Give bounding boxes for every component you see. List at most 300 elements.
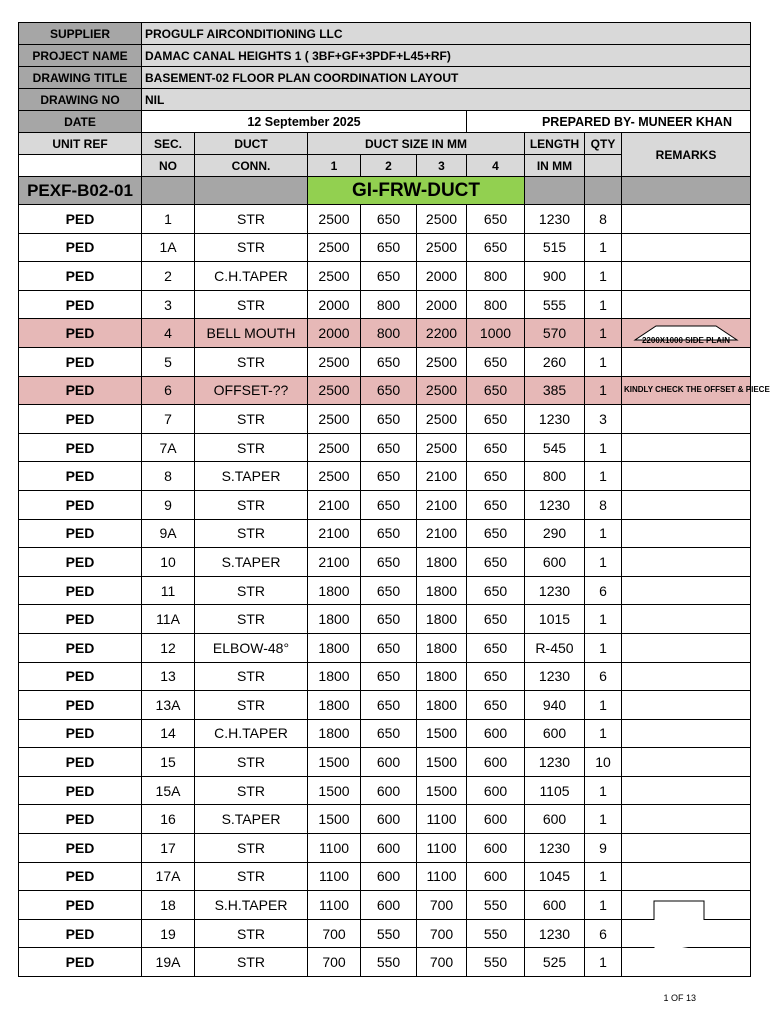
cell-size-2: 600 bbox=[361, 862, 417, 891]
cell-size-3: 2500 bbox=[417, 205, 467, 234]
cell-size-2: 650 bbox=[361, 405, 417, 434]
cell-remarks bbox=[622, 662, 751, 691]
table-row bbox=[19, 519, 751, 548]
cell-size-4: 650 bbox=[467, 376, 525, 405]
section-blank-cell bbox=[525, 177, 585, 205]
cell-size-1: 2500 bbox=[308, 405, 361, 434]
col-qty-blank bbox=[585, 155, 622, 177]
cell-size-1: 1800 bbox=[308, 576, 361, 605]
cell-size-2: 600 bbox=[361, 805, 417, 834]
prepared-by: PREPARED BY- MUNEER KHAN bbox=[467, 111, 751, 133]
cell-size-2: 650 bbox=[361, 347, 417, 376]
cell-sec-no: 10 bbox=[142, 548, 195, 577]
cell-remarks bbox=[622, 633, 751, 662]
cell-sec-no: 16 bbox=[142, 805, 195, 834]
cell-duct-conn: STR bbox=[195, 433, 308, 462]
project-label: PROJECT NAME bbox=[19, 45, 142, 67]
cell-duct-conn: STR bbox=[195, 233, 308, 262]
cell-sec-no: 9 bbox=[142, 490, 195, 519]
cell-sec-no: 11 bbox=[142, 576, 195, 605]
cell-unit-ref: PED bbox=[19, 347, 142, 376]
cell-sec-no: 15A bbox=[142, 776, 195, 805]
col-remarks: REMARKS bbox=[622, 133, 751, 177]
cell-sec-no: 1 bbox=[142, 205, 195, 234]
cell-sec-no: 19 bbox=[142, 919, 195, 948]
cell-size-4: 800 bbox=[467, 290, 525, 319]
cell-unit-ref: PED bbox=[19, 834, 142, 863]
col-length-unit: IN MM bbox=[525, 155, 585, 177]
cell-duct-conn: STR bbox=[195, 748, 308, 777]
cell-duct-conn: STR bbox=[195, 834, 308, 863]
cell-remarks bbox=[622, 205, 751, 234]
section-blank-cell bbox=[195, 177, 308, 205]
table-row bbox=[19, 776, 751, 805]
cell-size-2: 650 bbox=[361, 205, 417, 234]
cell-duct-conn: STR bbox=[195, 290, 308, 319]
cell-size-1: 2100 bbox=[308, 490, 361, 519]
cell-length: 290 bbox=[525, 519, 585, 548]
table-row bbox=[19, 433, 751, 462]
date-value: 12 September 2025 bbox=[142, 111, 467, 133]
cell-size-2: 650 bbox=[361, 662, 417, 691]
cell-size-1: 2000 bbox=[308, 319, 361, 348]
section-blank-cell bbox=[142, 177, 195, 205]
cell-size-4: 650 bbox=[467, 405, 525, 434]
cell-length: 940 bbox=[525, 691, 585, 720]
cell-unit-ref: PED bbox=[19, 433, 142, 462]
cell-size-3: 1100 bbox=[417, 805, 467, 834]
cell-size-3: 1500 bbox=[417, 776, 467, 805]
project-value: DAMAC CANAL HEIGHTS 1 ( 3BF+GF+3PDF+L45+RF) bbox=[142, 45, 751, 67]
cell-qty: 10 bbox=[585, 748, 622, 777]
col-duct: DUCT bbox=[195, 133, 308, 155]
cell-size-4: 1000 bbox=[467, 319, 525, 348]
date-label: DATE bbox=[19, 111, 142, 133]
cell-remarks bbox=[622, 862, 751, 891]
cell-qty: 1 bbox=[585, 948, 622, 977]
cell-remarks bbox=[622, 405, 751, 434]
cell-size-3: 1800 bbox=[417, 548, 467, 577]
cell-remarks bbox=[622, 462, 751, 491]
cell-unit-ref: PED bbox=[19, 290, 142, 319]
cell-duct-conn: ELBOW-48° bbox=[195, 633, 308, 662]
cell-size-1: 2500 bbox=[308, 205, 361, 234]
cell-size-2: 600 bbox=[361, 776, 417, 805]
cell-size-1: 2000 bbox=[308, 290, 361, 319]
cell-size-4: 800 bbox=[467, 262, 525, 291]
cell-size-3: 1800 bbox=[417, 576, 467, 605]
col-unit-ref-blank bbox=[19, 155, 142, 177]
cell-unit-ref: PED bbox=[19, 633, 142, 662]
cell-duct-conn: STR bbox=[195, 691, 308, 720]
cell-unit-ref: PED bbox=[19, 376, 142, 405]
project-row bbox=[19, 45, 751, 67]
cell-remarks bbox=[622, 376, 770, 405]
cell-unit-ref: PED bbox=[19, 748, 142, 777]
cell-size-1: 1800 bbox=[308, 633, 361, 662]
table-row bbox=[19, 919, 751, 948]
cell-remarks bbox=[622, 919, 751, 948]
cell-length: 1230 bbox=[525, 576, 585, 605]
cell-unit-ref: PED bbox=[19, 662, 142, 691]
cell-qty: 1 bbox=[585, 776, 622, 805]
col-size-1: 1 bbox=[308, 155, 361, 177]
cell-size-2: 650 bbox=[361, 233, 417, 262]
cell-size-4: 650 bbox=[467, 490, 525, 519]
table-row bbox=[19, 205, 751, 234]
cell-sec-no: 2 bbox=[142, 262, 195, 291]
cell-qty: 1 bbox=[585, 719, 622, 748]
cell-size-4: 650 bbox=[467, 548, 525, 577]
cell-sec-no: 17A bbox=[142, 862, 195, 891]
cell-duct-conn: STR bbox=[195, 519, 308, 548]
cell-unit-ref: PED bbox=[19, 490, 142, 519]
cell-remarks bbox=[622, 433, 751, 462]
cell-size-4: 650 bbox=[467, 576, 525, 605]
drawing-title-value: BASEMENT-02 FLOOR PLAN COORDINATION LAYOUT bbox=[142, 67, 751, 89]
cell-size-3: 1100 bbox=[417, 834, 467, 863]
cell-remarks bbox=[622, 576, 751, 605]
cell-length: 1230 bbox=[525, 748, 585, 777]
cell-sec-no: 18 bbox=[142, 891, 195, 920]
cell-qty: 1 bbox=[585, 548, 622, 577]
cell-remarks bbox=[622, 834, 751, 863]
cell-qty: 1 bbox=[585, 233, 622, 262]
cell-size-1: 700 bbox=[308, 948, 361, 977]
supplier-label: SUPPLIER bbox=[19, 23, 142, 45]
table-row bbox=[19, 605, 751, 634]
supplier-row bbox=[19, 23, 751, 45]
cell-unit-ref: PED bbox=[19, 862, 142, 891]
cell-qty: 1 bbox=[585, 319, 622, 348]
table-row bbox=[19, 290, 751, 319]
cell-unit-ref: PED bbox=[19, 233, 142, 262]
cell-duct-conn: STR bbox=[195, 662, 308, 691]
cell-size-2: 650 bbox=[361, 262, 417, 291]
cell-length: 600 bbox=[525, 805, 585, 834]
cell-sec-no: 14 bbox=[142, 719, 195, 748]
cell-duct-conn: STR bbox=[195, 776, 308, 805]
cell-length: 1230 bbox=[525, 490, 585, 519]
cell-qty: 6 bbox=[585, 576, 622, 605]
cell-size-4: 650 bbox=[467, 605, 525, 634]
table-row bbox=[19, 576, 751, 605]
drawing-no-value: NIL bbox=[142, 89, 751, 111]
cell-remarks bbox=[622, 891, 751, 920]
cell-size-3: 2100 bbox=[417, 519, 467, 548]
cell-size-3: 2500 bbox=[417, 376, 467, 405]
cell-qty: 1 bbox=[585, 605, 622, 634]
cell-unit-ref: PED bbox=[19, 462, 142, 491]
cell-sec-no: 4 bbox=[142, 319, 195, 348]
cell-size-2: 650 bbox=[361, 633, 417, 662]
cell-length: 1015 bbox=[525, 605, 585, 634]
cell-remarks bbox=[622, 948, 751, 977]
cell-duct-conn: STR bbox=[195, 919, 308, 948]
drawing-no-row bbox=[19, 89, 751, 111]
cell-duct-conn: STR bbox=[195, 605, 308, 634]
cell-qty: 1 bbox=[585, 462, 622, 491]
table-row bbox=[19, 233, 751, 262]
cell-size-3: 2500 bbox=[417, 405, 467, 434]
cell-size-1: 1100 bbox=[308, 862, 361, 891]
cell-size-4: 650 bbox=[467, 433, 525, 462]
cell-unit-ref: PED bbox=[19, 519, 142, 548]
cell-remarks bbox=[622, 347, 751, 376]
section-row bbox=[19, 177, 751, 205]
date-row bbox=[19, 111, 751, 133]
cell-length: 1230 bbox=[525, 405, 585, 434]
cell-size-2: 650 bbox=[361, 548, 417, 577]
duct-schedule-table bbox=[18, 22, 770, 977]
cell-size-3: 700 bbox=[417, 948, 467, 977]
cell-length: 555 bbox=[525, 290, 585, 319]
table-row bbox=[19, 347, 751, 376]
table-row bbox=[19, 748, 751, 777]
cell-remarks bbox=[622, 490, 751, 519]
cell-remarks bbox=[622, 262, 751, 291]
cell-size-4: 650 bbox=[467, 347, 525, 376]
cell-size-2: 800 bbox=[361, 319, 417, 348]
cell-qty: 8 bbox=[585, 205, 622, 234]
cell-unit-ref: PED bbox=[19, 919, 142, 948]
remarks-text: 2200X1000 SIDE PLAIN bbox=[641, 335, 731, 345]
cell-length: 260 bbox=[525, 347, 585, 376]
cell-length: 600 bbox=[525, 548, 585, 577]
col-duct-size: DUCT SIZE IN MM bbox=[308, 133, 525, 155]
cell-length: 600 bbox=[525, 891, 585, 920]
cell-size-3: 2200 bbox=[417, 319, 467, 348]
cell-qty: 1 bbox=[585, 691, 622, 720]
cell-size-2: 650 bbox=[361, 691, 417, 720]
cell-unit-ref: PED bbox=[19, 948, 142, 977]
cell-duct-conn: STR bbox=[195, 576, 308, 605]
cell-size-1: 1100 bbox=[308, 891, 361, 920]
cell-duct-conn: OFFSET-?? bbox=[195, 376, 308, 405]
col-qty: QTY bbox=[585, 133, 622, 155]
cell-size-2: 600 bbox=[361, 891, 417, 920]
cell-size-1: 2500 bbox=[308, 376, 361, 405]
cell-qty: 1 bbox=[585, 376, 622, 405]
cell-length: 1105 bbox=[525, 776, 585, 805]
cell-size-2: 650 bbox=[361, 605, 417, 634]
cell-size-4: 650 bbox=[467, 519, 525, 548]
col-size-3: 3 bbox=[417, 155, 467, 177]
cell-length: 1230 bbox=[525, 919, 585, 948]
cell-size-1: 2500 bbox=[308, 433, 361, 462]
cell-duct-conn: STR bbox=[195, 205, 308, 234]
cell-unit-ref: PED bbox=[19, 205, 142, 234]
cell-sec-no: 7 bbox=[142, 405, 195, 434]
cell-qty: 1 bbox=[585, 891, 622, 920]
cell-duct-conn: S.H.TAPER bbox=[195, 891, 308, 920]
cell-size-3: 2000 bbox=[417, 290, 467, 319]
table-row bbox=[19, 691, 751, 720]
cell-unit-ref: PED bbox=[19, 891, 142, 920]
cell-size-2: 550 bbox=[361, 919, 417, 948]
cell-remarks bbox=[622, 719, 751, 748]
cell-remarks bbox=[622, 605, 751, 634]
cell-length: 600 bbox=[525, 719, 585, 748]
cell-sec-no: 17 bbox=[142, 834, 195, 863]
cell-size-3: 1800 bbox=[417, 633, 467, 662]
cell-unit-ref: PED bbox=[19, 405, 142, 434]
cell-length: 1045 bbox=[525, 862, 585, 891]
cell-size-2: 650 bbox=[361, 490, 417, 519]
cell-duct-conn: S.TAPER bbox=[195, 462, 308, 491]
cell-size-1: 2100 bbox=[308, 519, 361, 548]
col-duct-conn: CONN. bbox=[195, 155, 308, 177]
cell-duct-conn: STR bbox=[195, 490, 308, 519]
section-blank-cell bbox=[622, 177, 751, 205]
table-row bbox=[19, 719, 751, 748]
table-row bbox=[19, 262, 751, 291]
cell-size-3: 1100 bbox=[417, 862, 467, 891]
supplier-value: PROGULF AIRCONDITIONING LLC bbox=[142, 23, 751, 45]
cell-qty: 9 bbox=[585, 834, 622, 863]
cell-sec-no: 15 bbox=[142, 748, 195, 777]
cell-remarks bbox=[622, 290, 751, 319]
cell-remarks bbox=[622, 748, 751, 777]
cell-qty: 1 bbox=[585, 805, 622, 834]
table-row bbox=[19, 805, 751, 834]
table-row bbox=[19, 319, 751, 348]
remarks-text: KINDLY CHECK THE OFFSET & PIECE bbox=[624, 385, 770, 395]
cell-size-4: 550 bbox=[467, 948, 525, 977]
table-row bbox=[19, 834, 751, 863]
cell-length: 570 bbox=[525, 319, 585, 348]
cell-remarks bbox=[622, 776, 751, 805]
col-unit-ref: UNIT REF bbox=[19, 133, 142, 155]
cell-size-3: 1800 bbox=[417, 662, 467, 691]
cell-duct-conn: STR bbox=[195, 347, 308, 376]
cell-size-3: 700 bbox=[417, 891, 467, 920]
cell-qty: 1 bbox=[585, 290, 622, 319]
cell-duct-conn: STR bbox=[195, 405, 308, 434]
table-row bbox=[19, 405, 751, 434]
cell-size-3: 2500 bbox=[417, 347, 467, 376]
cell-remarks bbox=[622, 805, 751, 834]
cell-size-4: 650 bbox=[467, 633, 525, 662]
cell-size-1: 2100 bbox=[308, 548, 361, 577]
table-row bbox=[19, 633, 751, 662]
cell-remarks bbox=[622, 548, 751, 577]
cell-size-4: 650 bbox=[467, 691, 525, 720]
cell-size-1: 700 bbox=[308, 919, 361, 948]
section-blank-cell bbox=[585, 177, 622, 205]
cell-size-1: 2500 bbox=[308, 233, 361, 262]
cell-length: 385 bbox=[525, 376, 585, 405]
cell-size-1: 2500 bbox=[308, 462, 361, 491]
cell-size-2: 650 bbox=[361, 376, 417, 405]
cell-size-2: 650 bbox=[361, 462, 417, 491]
cell-qty: 1 bbox=[585, 262, 622, 291]
cell-duct-conn: BELL MOUTH bbox=[195, 319, 308, 348]
table-row bbox=[19, 948, 751, 977]
cell-size-3: 700 bbox=[417, 919, 467, 948]
cell-remarks bbox=[622, 319, 751, 348]
cell-sec-no: 12 bbox=[142, 633, 195, 662]
cell-qty: 6 bbox=[585, 919, 622, 948]
cell-size-2: 650 bbox=[361, 519, 417, 548]
cell-size-4: 600 bbox=[467, 776, 525, 805]
cell-remarks bbox=[622, 691, 751, 720]
cell-size-1: 1800 bbox=[308, 605, 361, 634]
cell-length: 1230 bbox=[525, 205, 585, 234]
cell-size-3: 2500 bbox=[417, 433, 467, 462]
cell-qty: 1 bbox=[585, 433, 622, 462]
drawing-no-label: DRAWING NO bbox=[19, 89, 142, 111]
cell-size-3: 2100 bbox=[417, 462, 467, 491]
cell-sec-no: 1A bbox=[142, 233, 195, 262]
cell-size-1: 1800 bbox=[308, 662, 361, 691]
cell-size-4: 650 bbox=[467, 462, 525, 491]
column-header-row-1 bbox=[19, 133, 751, 155]
page-number: 1 OF 13 bbox=[663, 993, 696, 1003]
cell-unit-ref: PED bbox=[19, 719, 142, 748]
cell-size-3: 2000 bbox=[417, 262, 467, 291]
cell-unit-ref: PED bbox=[19, 691, 142, 720]
cell-size-4: 650 bbox=[467, 233, 525, 262]
cell-unit-ref: PED bbox=[19, 548, 142, 577]
cell-size-3: 2500 bbox=[417, 233, 467, 262]
table-row bbox=[19, 376, 751, 405]
cell-sec-no: 11A bbox=[142, 605, 195, 634]
col-sec-no: NO bbox=[142, 155, 195, 177]
cell-length: 515 bbox=[525, 233, 585, 262]
cell-sec-no: 13 bbox=[142, 662, 195, 691]
table-row bbox=[19, 862, 751, 891]
drawing-title-row bbox=[19, 67, 751, 89]
col-size-4: 4 bbox=[467, 155, 525, 177]
cell-size-4: 600 bbox=[467, 862, 525, 891]
cell-duct-conn: C.H.TAPER bbox=[195, 262, 308, 291]
cell-size-3: 2100 bbox=[417, 490, 467, 519]
cell-size-1: 2500 bbox=[308, 347, 361, 376]
cell-size-4: 600 bbox=[467, 719, 525, 748]
cell-size-3: 1800 bbox=[417, 605, 467, 634]
col-length: LENGTH bbox=[525, 133, 585, 155]
cell-unit-ref: PED bbox=[19, 319, 142, 348]
cell-size-4: 600 bbox=[467, 748, 525, 777]
cell-size-2: 800 bbox=[361, 290, 417, 319]
cell-sec-no: 13A bbox=[142, 691, 195, 720]
cell-qty: 1 bbox=[585, 519, 622, 548]
cell-unit-ref: PED bbox=[19, 805, 142, 834]
drawing-title-label: DRAWING TITLE bbox=[19, 67, 142, 89]
cell-length: 1230 bbox=[525, 662, 585, 691]
section-title: GI-FRW-DUCT bbox=[308, 177, 525, 205]
cell-remarks bbox=[622, 233, 751, 262]
cell-length: 1230 bbox=[525, 834, 585, 863]
cell-qty: 3 bbox=[585, 405, 622, 434]
cell-qty: 6 bbox=[585, 662, 622, 691]
cell-size-2: 650 bbox=[361, 433, 417, 462]
cell-sec-no: 3 bbox=[142, 290, 195, 319]
cell-unit-ref: PED bbox=[19, 605, 142, 634]
cell-duct-conn: STR bbox=[195, 948, 308, 977]
col-sec: SEC. bbox=[142, 133, 195, 155]
cell-qty: 1 bbox=[585, 862, 622, 891]
cell-size-3: 1800 bbox=[417, 691, 467, 720]
cell-sec-no: 19A bbox=[142, 948, 195, 977]
cell-unit-ref: PED bbox=[19, 576, 142, 605]
cell-size-2: 550 bbox=[361, 948, 417, 977]
cell-size-2: 650 bbox=[361, 719, 417, 748]
cell-length: 800 bbox=[525, 462, 585, 491]
table-row bbox=[19, 662, 751, 691]
table-row bbox=[19, 462, 751, 491]
